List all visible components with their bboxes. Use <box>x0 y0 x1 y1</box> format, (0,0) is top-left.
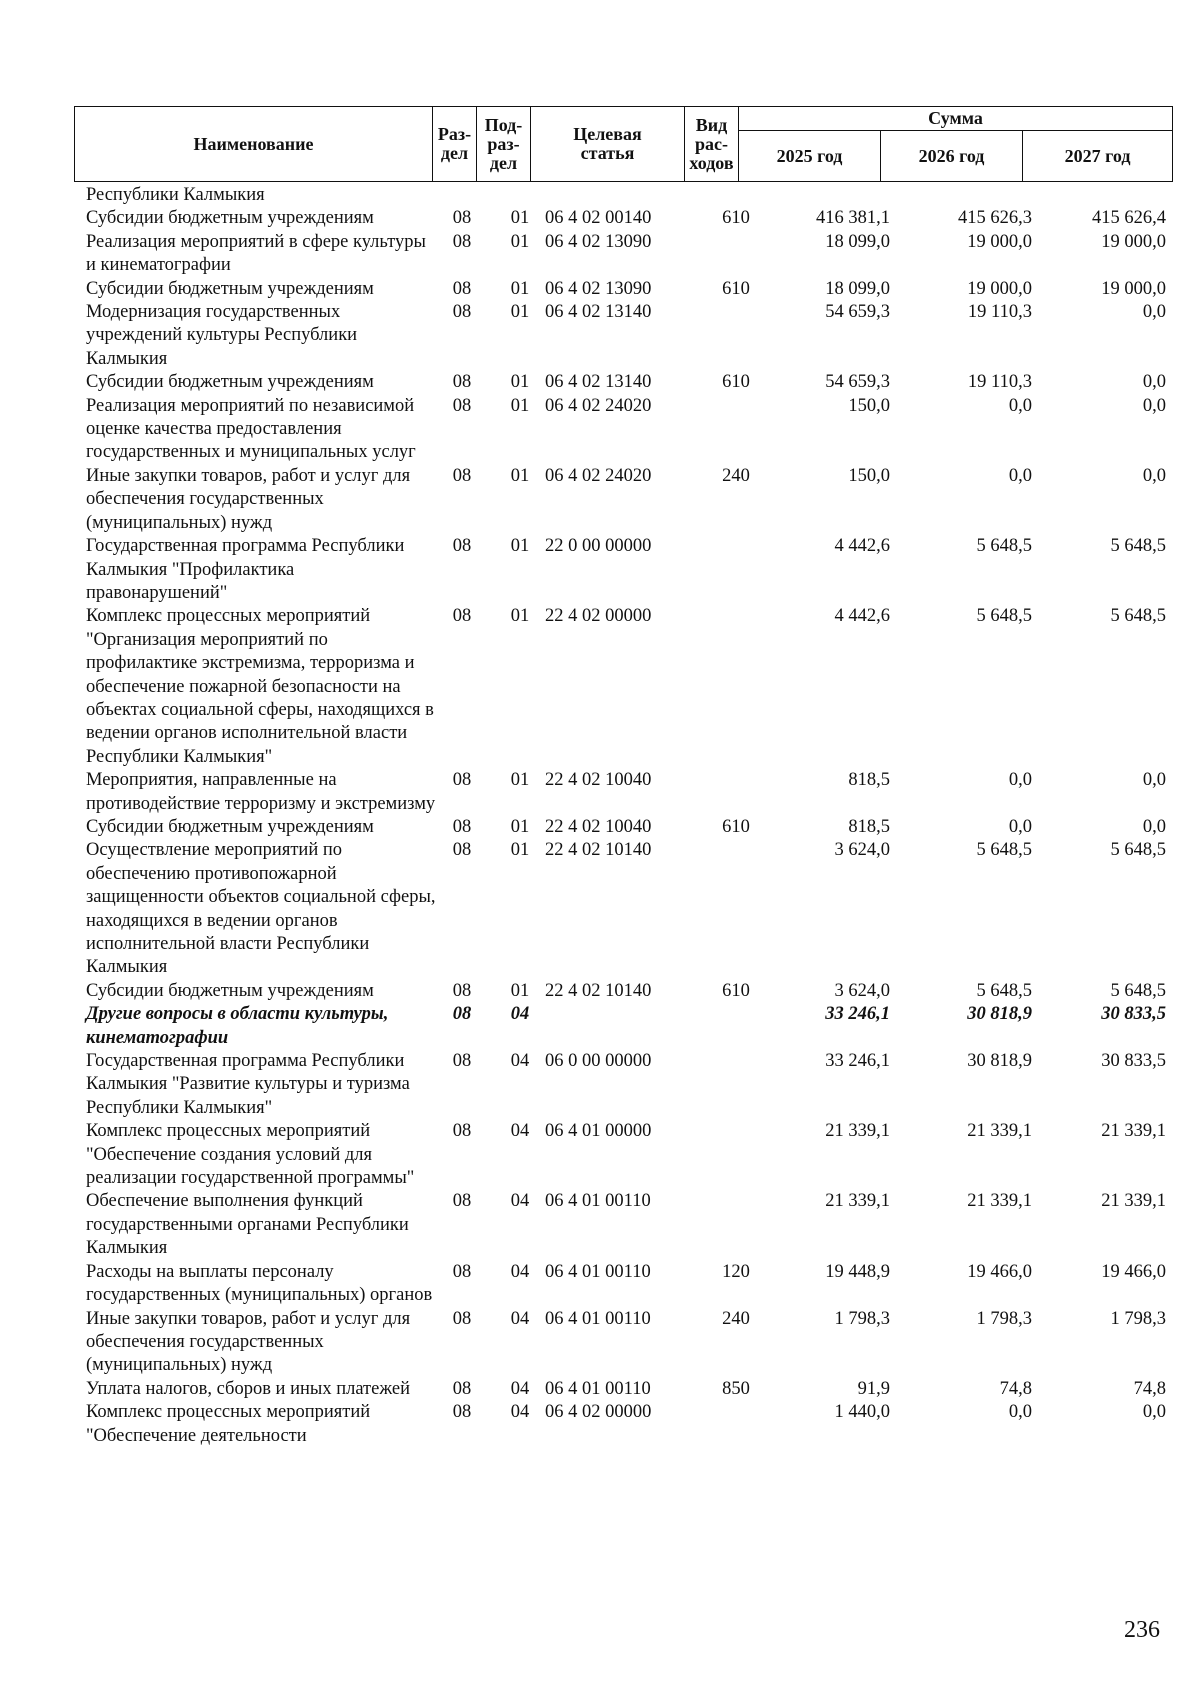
row-sum-2026-cell: 5 648,5 <box>976 606 1032 627</box>
row-razdel-cell: 08 <box>452 1004 472 1025</box>
row-razdel-cell: 08 <box>452 1378 472 1399</box>
row-sum-2026-cell: 5 648,5 <box>976 840 1032 861</box>
row-razdel-cell: 08 <box>452 395 472 416</box>
row-razdel-cell: 08 <box>452 278 472 299</box>
row-sum-2026-cell: 30 818,9 <box>967 1051 1032 1072</box>
table-row <box>0 301 1200 371</box>
row-sum-2027-cell: 0,0 <box>1142 1402 1166 1423</box>
row-sum-2027-cell: 19 466,0 <box>1101 1261 1166 1282</box>
row-csr-cell: 22 4 02 10140 <box>545 980 652 1001</box>
row-csr-cell: 06 4 01 00000 <box>545 1121 652 1142</box>
row-sum-2027-cell: 74,8 <box>1133 1378 1166 1399</box>
row-name-cell: Государственная программа Республики Калмыкия "Профилактика правонарушений" <box>86 536 405 603</box>
row-sum-2027-cell: 19 000,0 <box>1101 231 1166 252</box>
row-name-cell: Уплата налогов, сборов и иных платежей <box>86 1378 411 1399</box>
row-razdel-cell: 08 <box>452 465 472 486</box>
table-row <box>0 1120 1200 1190</box>
row-podrazdel-cell: 01 <box>510 536 530 557</box>
row-csr-cell: 06 4 02 24020 <box>545 465 652 486</box>
row-vr-cell: 120 <box>722 1261 750 1282</box>
row-vr-cell: 610 <box>722 278 750 299</box>
row-csr-cell: 06 4 02 00000 <box>545 1402 652 1423</box>
table-row <box>0 980 1200 1003</box>
row-podrazdel-cell: 04 <box>510 1378 530 1399</box>
row-csr-cell: 06 4 02 00140 <box>545 208 652 229</box>
row-name-cell: Субсидии бюджетным учреждениям <box>86 980 374 1001</box>
row-name-cell: Субсидии бюджетным учреждениям <box>86 278 374 299</box>
table-row <box>0 278 1200 301</box>
row-vr-cell: 850 <box>722 1378 750 1399</box>
row-sum-2026-cell: 21 339,1 <box>967 1191 1032 1212</box>
row-razdel-cell: 08 <box>452 208 472 229</box>
row-sum-2026-cell: 0,0 <box>1008 465 1032 486</box>
row-sum-2025-cell: 150,0 <box>848 395 890 416</box>
row-razdel-cell: 08 <box>452 816 472 837</box>
row-csr-cell: 22 0 00 00000 <box>545 536 652 557</box>
row-sum-2025-cell: 3 624,0 <box>834 980 890 1001</box>
row-razdel-cell: 08 <box>452 1261 472 1282</box>
row-csr-cell: 06 4 02 13140 <box>545 302 652 323</box>
row-csr-cell: 06 4 02 13090 <box>545 231 652 252</box>
row-sum-2027-cell: 5 648,5 <box>1110 980 1166 1001</box>
table-row <box>0 816 1200 839</box>
row-sum-2027-cell: 5 648,5 <box>1110 840 1166 861</box>
row-podrazdel-cell: 01 <box>510 278 530 299</box>
table-row <box>0 1190 1200 1260</box>
row-sum-2026-cell: 19 466,0 <box>967 1261 1032 1282</box>
row-name-cell: Мероприятия, направленные на противодействие терроризму и экстремизму <box>86 770 436 814</box>
row-sum-2025-cell: 416 381,1 <box>816 208 890 229</box>
row-csr-cell: 06 4 01 00110 <box>545 1191 651 1212</box>
row-vr-cell: 610 <box>722 816 750 837</box>
row-sum-2027-cell: 30 833,5 <box>1101 1051 1166 1072</box>
table-row <box>0 535 1200 605</box>
row-sum-2027-cell: 0,0 <box>1142 770 1166 791</box>
table-row <box>0 1261 1200 1308</box>
row-sum-2025-cell: 54 659,3 <box>825 372 890 393</box>
row-sum-2026-cell: 0,0 <box>1008 1402 1032 1423</box>
header-2025: 2025 год <box>739 131 881 182</box>
row-razdel-cell: 08 <box>452 770 472 791</box>
row-sum-2027-cell: 0,0 <box>1142 372 1166 393</box>
table-header <box>74 106 1173 182</box>
row-sum-2026-cell: 19 000,0 <box>967 278 1032 299</box>
row-sum-2025-cell: 4 442,6 <box>834 606 890 627</box>
row-podrazdel-cell: 01 <box>510 840 530 861</box>
header-csr: Целевая статья <box>531 107 685 182</box>
header-sum: Сумма <box>739 107 1173 131</box>
row-csr-cell: 06 4 02 13090 <box>545 278 652 299</box>
row-razdel-cell: 08 <box>452 1051 472 1072</box>
row-vr-cell: 240 <box>722 1308 750 1329</box>
page-number: 236 <box>1124 1617 1160 1643</box>
row-sum-2027-cell: 30 833,5 <box>1101 1004 1166 1025</box>
row-name-cell: Осуществление мероприятий по обеспечению противопожарной защищенности объектов социальной сферы, находящихся в ведении органов исполнительной власти Республики Калмыкия <box>86 840 436 978</box>
row-razdel-cell: 08 <box>452 231 472 252</box>
row-sum-2025-cell: 21 339,1 <box>825 1121 890 1142</box>
row-sum-2027-cell: 5 648,5 <box>1110 606 1166 627</box>
row-sum-2027-cell: 0,0 <box>1142 302 1166 323</box>
table-row <box>0 1003 1200 1050</box>
row-sum-2025-cell: 91,9 <box>857 1378 890 1399</box>
row-razdel-cell: 08 <box>452 1121 472 1142</box>
row-sum-2026-cell: 30 818,9 <box>967 1004 1032 1025</box>
row-razdel-cell: 08 <box>452 302 472 323</box>
row-vr-cell: 240 <box>722 465 750 486</box>
row-podrazdel-cell: 01 <box>510 770 530 791</box>
row-sum-2027-cell: 0,0 <box>1142 816 1166 837</box>
row-sum-2027-cell: 415 626,4 <box>1092 208 1166 229</box>
row-name-cell: Модернизация государственных учреждений культуры Республики Калмыкия <box>86 302 358 369</box>
row-sum-2026-cell: 0,0 <box>1008 816 1032 837</box>
header-name: Наименование <box>75 107 433 182</box>
row-sum-2025-cell: 4 442,6 <box>834 536 890 557</box>
table-row <box>0 395 1200 465</box>
row-name-cell: Комплекс процессных мероприятий "Обеспечение деятельности <box>86 1402 371 1446</box>
header-razdel: Раз- дел <box>433 107 477 182</box>
row-sum-2025-cell: 3 624,0 <box>834 840 890 861</box>
header-2027: 2027 год <box>1023 131 1173 182</box>
row-sum-2025-cell: 18 099,0 <box>825 231 890 252</box>
row-sum-2027-cell: 0,0 <box>1142 465 1166 486</box>
row-sum-2025-cell: 33 246,1 <box>825 1004 890 1025</box>
row-csr-cell: 06 4 01 00110 <box>545 1308 651 1329</box>
row-vr-cell: 610 <box>722 372 750 393</box>
row-name-cell: Субсидии бюджетным учреждениям <box>86 816 374 837</box>
table-row <box>0 1401 1200 1448</box>
row-razdel-cell: 08 <box>452 1402 472 1423</box>
row-sum-2026-cell: 415 626,3 <box>958 208 1032 229</box>
row-sum-2027-cell: 0,0 <box>1142 395 1166 416</box>
table-row <box>0 207 1200 230</box>
row-podrazdel-cell: 04 <box>510 1261 530 1282</box>
row-csr-cell: 22 4 02 10140 <box>545 840 652 861</box>
row-razdel-cell: 08 <box>452 372 472 393</box>
row-sum-2026-cell: 5 648,5 <box>976 980 1032 1001</box>
row-name-cell: Реализация мероприятий в сфере культуры и кинематографии <box>86 231 426 276</box>
row-csr-cell: 06 4 02 13140 <box>545 372 652 393</box>
row-sum-2027-cell: 1 798,3 <box>1110 1308 1166 1329</box>
row-podrazdel-cell: 04 <box>510 1004 530 1025</box>
table-row <box>0 1308 1200 1378</box>
row-sum-2026-cell: 74,8 <box>999 1378 1032 1399</box>
row-csr-cell: 22 4 02 10040 <box>545 816 652 837</box>
row-sum-2026-cell: 19 000,0 <box>967 231 1032 252</box>
row-podrazdel-cell: 01 <box>510 372 530 393</box>
header-podrazdel: Под- раз- дел <box>477 107 531 182</box>
row-podrazdel-cell: 01 <box>510 606 530 627</box>
row-sum-2026-cell: 0,0 <box>1008 770 1032 791</box>
row-podrazdel-cell: 01 <box>510 208 530 229</box>
row-sum-2025-cell: 1 440,0 <box>834 1402 890 1423</box>
row-sum-2027-cell: 19 000,0 <box>1101 278 1166 299</box>
row-razdel-cell: 08 <box>452 840 472 861</box>
row-razdel-cell: 08 <box>452 980 472 1001</box>
row-razdel-cell: 08 <box>452 606 472 627</box>
row-sum-2025-cell: 818,5 <box>848 770 890 791</box>
row-podrazdel-cell: 01 <box>510 231 530 252</box>
row-name-cell: Реализация мероприятий по независимой оценке качества предоставления государственных и муниципальных услуг <box>86 395 416 463</box>
row-sum-2026-cell: 19 110,3 <box>967 302 1032 323</box>
row-podrazdel-cell: 04 <box>510 1191 530 1212</box>
row-sum-2025-cell: 150,0 <box>848 465 890 486</box>
row-csr-cell: 22 4 02 10040 <box>545 770 652 791</box>
row-sum-2027-cell: 21 339,1 <box>1101 1121 1166 1142</box>
row-sum-2025-cell: 1 798,3 <box>834 1308 890 1329</box>
row-name-cell: Обеспечение выполнения функций государственными органами Республики Калмыкия <box>86 1191 409 1259</box>
header-2026: 2026 год <box>881 131 1023 182</box>
row-name-cell: Расходы на выплаты персоналу государственных (муниципальных) органов <box>86 1261 433 1306</box>
row-sum-2025-cell: 818,5 <box>848 816 890 837</box>
table-row <box>0 231 1200 278</box>
row-sum-2026-cell: 19 110,3 <box>967 372 1032 393</box>
row-name-cell: Другие вопросы в области культуры, кинематографии <box>86 1004 389 1048</box>
row-podrazdel-cell: 04 <box>510 1121 530 1142</box>
row-name-cell: Государственная программа Республики Калмыкия "Развитие культуры и туризма Республики Калмыкия" <box>86 1051 410 1118</box>
row-podrazdel-cell: 01 <box>510 816 530 837</box>
row-name-cell: Иные закупки товаров, работ и услуг для обеспечения государственных (муниципальных) нужд <box>86 1308 411 1376</box>
header-vr: Вид рас- ходов <box>685 107 739 182</box>
row-sum-2025-cell: 33 246,1 <box>825 1051 890 1072</box>
table-row <box>0 605 1200 769</box>
row-podrazdel-cell: 01 <box>510 302 530 323</box>
row-sum-2026-cell: 5 648,5 <box>976 536 1032 557</box>
row-sum-2026-cell: 21 339,1 <box>967 1121 1032 1142</box>
row-csr-cell: 06 4 01 00110 <box>545 1378 651 1399</box>
row-name-cell: Субсидии бюджетным учреждениям <box>86 372 374 393</box>
row-sum-2025-cell: 18 099,0 <box>825 278 890 299</box>
row-podrazdel-cell: 04 <box>510 1402 530 1423</box>
table-body <box>0 184 1200 1448</box>
row-sum-2025-cell: 19 448,9 <box>825 1261 890 1282</box>
table-row <box>0 465 1200 535</box>
row-name-cell: Комплекс процессных мероприятий "Обеспечение создания условий для реализации государственной программы" <box>86 1121 415 1189</box>
row-csr-cell: 06 0 00 00000 <box>545 1051 652 1072</box>
row-razdel-cell: 08 <box>452 1308 472 1329</box>
table-row <box>0 839 1200 979</box>
row-vr-cell: 610 <box>722 980 750 1001</box>
row-sum-2026-cell: 0,0 <box>1008 395 1032 416</box>
row-csr-cell: 06 4 02 24020 <box>545 395 652 416</box>
row-name-cell: Комплекс процессных мероприятий "Организация мероприятий по профилактике экстремизма, терроризма и обеспечение пожарной безопасности на объектах социальной сферы, находящихся в ведении органов исполнительной власти Республики Калмыкия" <box>86 606 434 767</box>
row-csr-cell: 22 4 02 00000 <box>545 606 652 627</box>
row-razdel-cell: 08 <box>452 1191 472 1212</box>
row-podrazdel-cell: 01 <box>510 465 530 486</box>
row-sum-2027-cell: 21 339,1 <box>1101 1191 1166 1212</box>
table-row <box>0 184 1200 207</box>
table-row <box>0 769 1200 816</box>
row-podrazdel-cell: 01 <box>510 395 530 416</box>
row-sum-2026-cell: 1 798,3 <box>976 1308 1032 1329</box>
table-row <box>0 1050 1200 1120</box>
row-sum-2027-cell: 5 648,5 <box>1110 536 1166 557</box>
row-podrazdel-cell: 01 <box>510 980 530 1001</box>
row-podrazdel-cell: 04 <box>510 1051 530 1072</box>
row-name-cell: Иные закупки товаров, работ и услуг для обеспечения государственных (муниципальных) нужд <box>86 465 411 533</box>
row-vr-cell: 610 <box>722 208 750 229</box>
row-name-cell: Субсидии бюджетным учреждениям <box>86 208 374 229</box>
row-name-cell: Республики Калмыкия <box>86 185 265 205</box>
table-row <box>0 1378 1200 1401</box>
row-podrazdel-cell: 04 <box>510 1308 530 1329</box>
row-csr-cell: 06 4 01 00110 <box>545 1261 651 1282</box>
row-sum-2025-cell: 54 659,3 <box>825 302 890 323</box>
row-razdel-cell: 08 <box>452 536 472 557</box>
table-row <box>0 371 1200 394</box>
row-sum-2025-cell: 21 339,1 <box>825 1191 890 1212</box>
